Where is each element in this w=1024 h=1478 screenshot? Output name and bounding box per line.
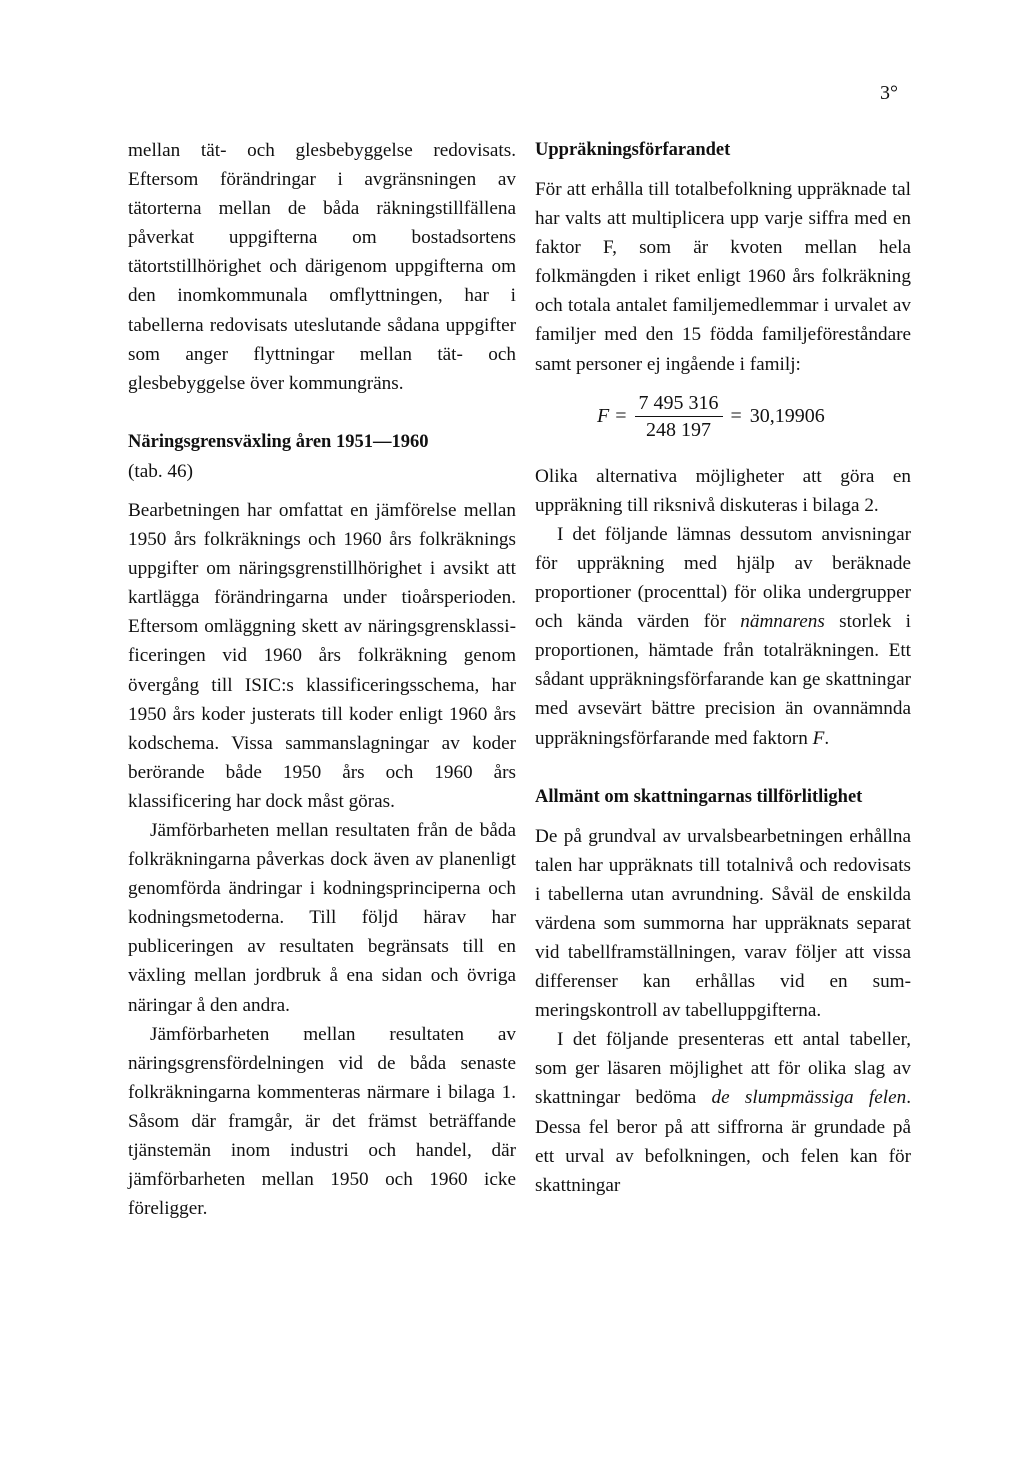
right-column xyxy=(535,136,911,1200)
left-column xyxy=(128,136,516,1223)
formula-equals: = xyxy=(615,404,627,427)
formula-fraction xyxy=(635,391,723,442)
paragraph: De på grundval av urvalsbearbetningen erhållna talen har uppräknats till totalnivå och redovisats i tabellerna utan avrundning. Såväl de enskilda värdena som summorna har uppräknats separat vid tabellframställningen, varav följer att vissa differenser kan erhållas vid en summeringskontroll av tabelluppgifterna. xyxy=(535,825,911,1022)
paragraph: I det följande lämnas dessutom anvisningar för uppräkning med hjälp av beräknade proportioner (procenttal) för olika undergrupper och kända värden för nämnarens storlek i proportionen, hämtade från totalräkningen. Ett sådant uppräkningsförfarande kan ge skattningar med avsevärt bättre precision än ovannämnda uppräkningsförfarande med faktorn F. xyxy=(535,523,911,749)
section-heading: Uppräkningsförfarandet xyxy=(535,140,731,160)
paragraph: För att erhålla till totalbefolkning uppräknade tal har valts att multiplicera upp varje siffra med en faktor F, som är kvoten mellan hela folkmängden i riket enligt 1960 års folkräkning och totala antalet familjemedlemmar i urvalet av familjer med den 15 födda familjeföreståndare samt personer ej ingående i familj: xyxy=(535,179,911,375)
formula xyxy=(535,391,911,442)
paragraph: Jämförbarheten mellan resultaten av näringsgrensfördelningen vid de båda senaste folkräkningarna kommenteras närmare i bilaga 1. Såsom där framgår, är det främst beträffande tjänstemän inom industri och handel, där jämförbarheten mellan 1950 och 1960 icke föreligger. xyxy=(128,1023,516,1220)
paragraph: I det följande presenteras ett antal tabeller, som ger läsaren möjlighet att för olika slag av skattningar bedöma de slumpmässiga felen. Dessa fel beror på att siffrorna är grundade på ett urval av befolkningen, och felen kan för skattningar xyxy=(535,1029,911,1196)
section-heading: Näringsgrensväxling åren 1951—1960 xyxy=(128,431,429,452)
paragraph: mellan tät- och glesbebyggelse redovisats. Eftersom förändringar i avgränsningen av tätorterna mellan de båda räkningstillfällena påverkat uppgifterna om bostadsortens tätortstillhörighet och därigenom uppgifterna om den inomkommunala omflyttningen, har i tabellerna redovisats uteslutande sådana uppgifter som anger flyttningar mellan tät- och glesbebyggelse över kommungräns. xyxy=(128,140,516,394)
formula-result: 30,19906 xyxy=(749,404,825,427)
paragraph: Jämförbarheten mellan resultaten från de båda folkräkningarna påverkas dock även av planenligt genomförda ändringar i kodningsprinciperna och kodningsmetoderna. Till följd härav har publiceringen av resultaten begränsats till en växling mellan jordbruk å ena sidan och övriga näringar å den andra. xyxy=(128,819,516,1016)
formula-numerator: 7 495 316 xyxy=(635,391,723,417)
formula-denominator: 248 197 xyxy=(646,418,711,441)
paragraph: Olika alternativa möjligheter att göra en uppräkning till riksnivå diskuteras i bilaga 2. xyxy=(535,465,911,516)
section-reference: (tab. 46) xyxy=(128,460,194,482)
formula-lhs: F xyxy=(597,404,610,427)
formula-equals: = xyxy=(730,404,742,427)
paragraph: Bearbetningen har omfattat en jämförelse mellan 1950 års folkräknings och 1960 års folkräknings uppgifter om näringsgrenstillhörighet i avsikt att kartlägga förändringarna under tioårsperioden. Eftersom omläggning skett av näringsgrensklassificeringen vid 1960 års folkräkning genom övergång till ISIC:s klassificeringsschema, har 1950 års koder justerats till koder enligt 1960 års kodschema. Vissa sammanslagningar av koder berörande både 1950 års och 1960 års klassificering har dock måst göras. xyxy=(128,499,516,812)
page-number: 3° xyxy=(880,82,898,104)
section-heading: Allmänt om skattningarnas tillförlitlighet xyxy=(535,786,863,807)
